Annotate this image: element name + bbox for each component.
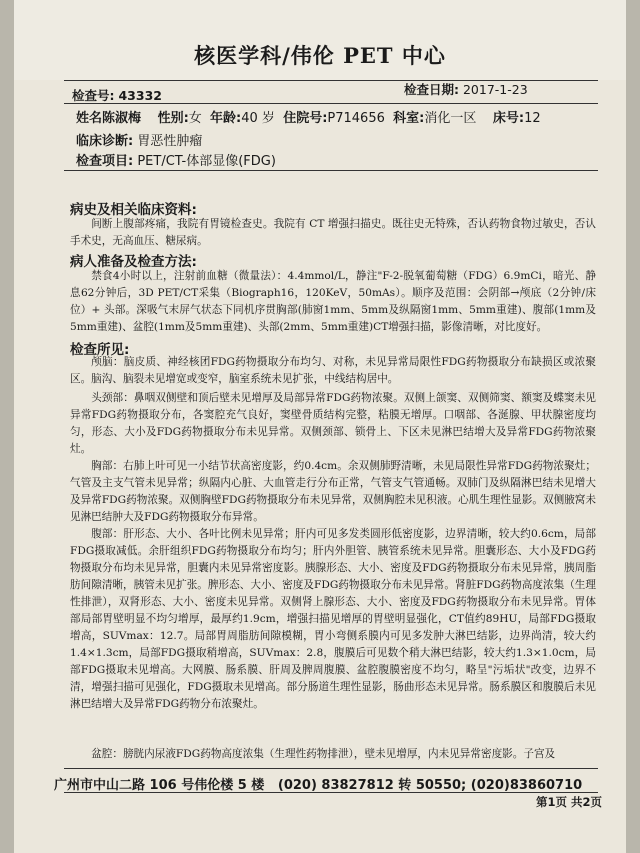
divider [64, 103, 598, 104]
exam-no-row [72, 86, 162, 104]
exam-date-label: 检查日期: [404, 82, 459, 97]
footer-contact [54, 774, 582, 793]
sex-label: 性别: [157, 111, 189, 126]
bed-label: 床号: [492, 111, 525, 126]
inpatient-no: P714656 [327, 111, 385, 126]
divider [64, 768, 598, 769]
page-number: 第1页 共2页 [535, 795, 602, 809]
patient-info-row [76, 107, 541, 126]
finding-pelvis: 盆腔：膀胱内尿液FDG药物高度浓集（生理性药物排泄），壁未见增厚，内未见异常密度影。子宫及 [91, 748, 556, 760]
diagnosis-label: 临床诊断: [76, 134, 134, 149]
patient-bed: 12 [524, 111, 541, 126]
inpatient-label: 住院号: [283, 111, 328, 126]
exam-item: PET/CT-体部显像(FDG) [137, 154, 276, 169]
report-page [14, 0, 626, 853]
finding-skull: 颅脑：脑皮质、神经核团FDG药物摄取分布均匀、对称，未见异常局限性FDG药物摄取分布缺损区或浓聚区。脑沟、脑裂未见增宽或变窄，脑室系统未见扩张，中线结构居中。 [70, 356, 596, 385]
diagnosis-row [76, 130, 202, 149]
prep-title: 病人准备及检查方法: [70, 254, 197, 270]
name-label: 姓名 [76, 111, 103, 126]
age-label: 年龄: [210, 111, 242, 126]
prep-text: 禁食4小时以上，注射前血糖（微量法）：4.4mmol/L，静注"F-2-脱氧葡萄糖（FDG）6.9mCi，暗光、静息62分钟后，3D PET/CT采集（Biograph16，120KeV，50mAs）。顺序及范围：会阴部→颅底（2分钟/床位）+ 头部。深吸气末屏气状态下同机序贯胸部(肺窗1mm、5mm及纵隔窗1mm、5mm重建)、腹部(1mm及5mm重建)、盆腔(1mm及5mm重建)、头部(2mm、5mm重建)CT增强扫描，影像清晰，对比度好。 [70, 270, 596, 333]
history-title: 病史及相关临床资料: [70, 202, 197, 218]
exam-no-label: 检查号: [72, 88, 115, 103]
patient-dept: 消化一区 [424, 111, 477, 126]
exam-item-row [76, 150, 276, 169]
phone-1: (020) 83827812 转 50550; [277, 778, 467, 793]
exam-item-label: 检查项目: [76, 154, 134, 169]
phone-2: (020)83860710 [470, 778, 583, 793]
address: 广州市中山二路 106 号伟伦楼 5 楼 [54, 778, 265, 793]
patient-name: 陈淑梅 [102, 111, 142, 126]
findings-title: 检查所见: [70, 342, 130, 358]
diagnosis: 胃恶性肿瘤 [137, 134, 203, 149]
dept-label: 科室: [393, 111, 425, 126]
finding-chest: 胸部：右肺上叶可见一小结节状高密度影，约0.4cm。余双侧肺野清晰，未见局限性异常FDG药物浓聚灶；气管及主支气管未见异常；纵隔内心脏、大血管走行分布正常，气管支气管通畅。双肺门及纵隔淋巴结未见增大及异常FDG药物浓聚。双侧胸壁FDG药物摄取分布未见异常，双侧胸腔未见积液。心肌生理性显影。双侧腋窝未见淋巴结肿大及FDG药物摄取分布异常。 [70, 460, 596, 523]
finding-abdomen: 腹部：肝形态、大小、各叶比例未见异常；肝内可见多发类圆形低密度影，边界清晰，较大约0.6cm，局部FDG摄取减低。余肝组织FDG药物摄取分布均匀；肝内外胆管、胰管系统未见异常。胆囊形态、大小及FDG药物摄取分布均未见异常，胆囊内未见异常密度影。胰腺形态、大小、密度及FDG药物摄取分布未见异常，胰周脂肪间隙清晰，胰管未见扩张。脾形态、大小、密度及FDG药物摄取分布未见异常。肾脏FDG药物高度浓集（生理性排泄），双肾形态、大小、密度未见异常。双侧肾上腺形态、大小、密度及FDG药物摄取分布未见异常。胃体部局部胃壁明显不均匀增厚，最厚约1.9cm，增强扫描见增厚的胃壁明显强化，CT值约89HU，局部FDG摄取增高，SUVmax：12.7。局部胃周脂肪间隙模糊，胃小弯侧系膜内可见多发肿大淋巴结影，边界尚清，较大约1.4×1.3cm，局部FDG摄取稍增高，SUVmax：2.8，腹膜后可见数个稍大淋巴结影，较大约1.3×1.0cm，局部FDG摄取未见增高。大网膜、肠系膜、肝周及脾周腹膜、盆腔腹膜密度不均匀，略呈"污垢状"改变，边界不清，增强扫描可见强化，FDG摄取未见增高。部分肠道生理性显影，肠曲形态未见异常。肠系膜区和腹膜后未见淋巴结增大及异常FDG药物分布浓聚灶。 [70, 528, 596, 710]
history-text: 间断上腹部疼痛，我院有胃镜检查史。我院有 CT 增强扫描史。既往史无特殊，否认药物食物过敏史，否认手术史，无高血压、糖尿病。 [70, 218, 596, 247]
exam-date-row [404, 80, 528, 98]
patient-sex: 女 [188, 111, 202, 126]
report-title: 核医学科/伟伦 PET 中心 [194, 43, 446, 68]
finding-neck: 头颈部：鼻咽双侧壁和顶后壁未见增厚及局部异常FDG药物浓聚。双侧上颌窦、双侧筛窦、额窦及蝶窦未见异常FDG药物摄取分布，各窦腔充气良好，窦壁骨质结构完整，粘膜无增厚。口咽部、各涎腺、甲状腺密度均匀，形态、大小及FDG药物摄取分布未见异常。双侧颈部、锁骨上、下区未见淋巴结增大及异常FDG药物浓聚灶。 [70, 392, 596, 455]
divider [64, 170, 598, 171]
exam-no: 43332 [118, 88, 162, 103]
exam-date: 2017-1-23 [462, 82, 528, 97]
patient-age: 40 岁 [241, 111, 275, 126]
divider [64, 792, 598, 793]
